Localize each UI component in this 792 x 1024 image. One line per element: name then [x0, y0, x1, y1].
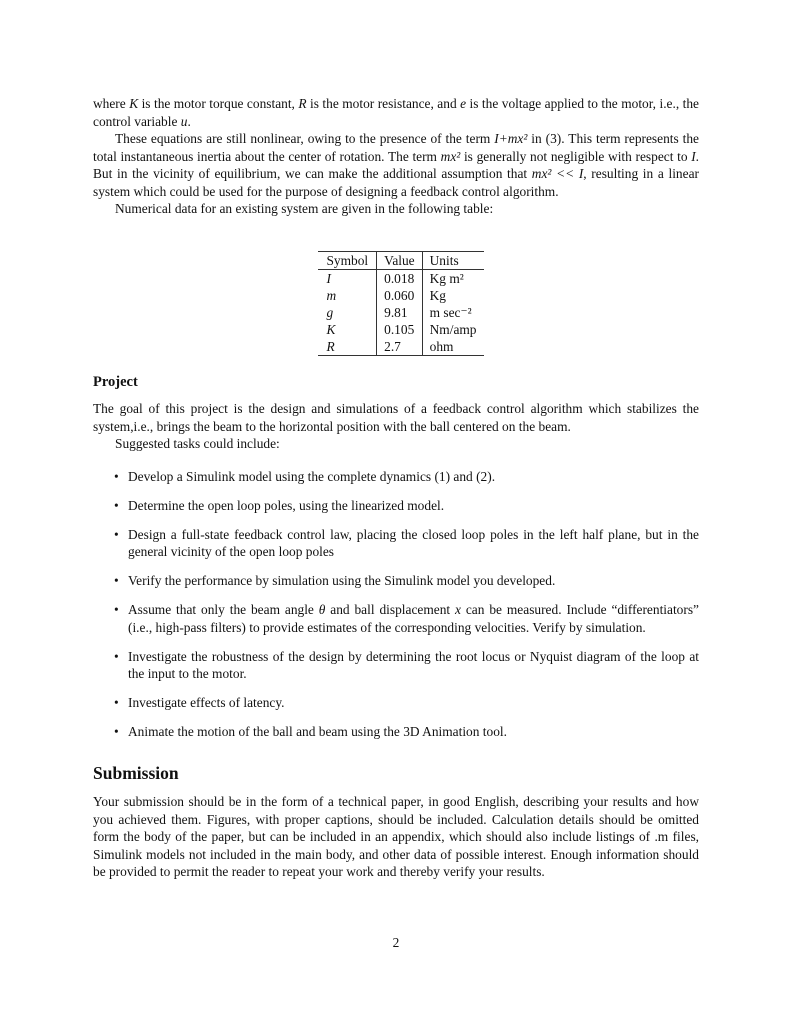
list-item: • Assume that only the beam angle θ and ball displacement x can be measured. Include “differentiators” (i.e., high-pass filters) to provide estimates of the corresponding velocities. Verify by simulation.	[114, 602, 699, 635]
math-mx2: mx²	[440, 148, 461, 164]
header-symbol: Symbol	[318, 251, 376, 269]
cell-symbol: I	[318, 269, 376, 287]
header-value: Value	[377, 251, 423, 269]
cell-units: Nm/amp	[429, 321, 477, 337]
cell-units: m sec⁻²	[429, 304, 472, 320]
table-row	[318, 321, 483, 338]
cell-symbol: g	[318, 304, 376, 321]
submission-paragraph: Your submission should be in the form of a technical paper, in good English, describing your results and how you achieved them. Figures, with proper captions, should be included. Calculation details should be omitted form the body of the paper, but can be included in an appendix, which should also include listings of .m files, Simulink models not included in the main body, and other data of possible interest. Enough information should be provided to permit the reader to repeat your work and thereby verify your results.	[93, 794, 699, 879]
cell-symbol: m	[318, 287, 376, 304]
list-item: • Verify the performance by simulation using the Simulink model you developed.	[114, 573, 556, 588]
bullet-icon: •	[114, 724, 119, 739]
bullet-icon: •	[114, 695, 119, 710]
table-row	[318, 338, 483, 356]
list-item: • Investigate the robustness of the design by determining the root locus or Nyquist diagram of the loop at the input to the motor.	[114, 648, 699, 681]
header-units: Units	[429, 252, 459, 268]
cell-value: 0.060	[377, 287, 423, 304]
page-number: 2	[392, 935, 400, 950]
numerical-data-table	[318, 251, 483, 356]
table-header-row	[318, 251, 483, 269]
math-inertia-term: I+mx²	[494, 131, 528, 146]
cell-value: 2.7	[377, 338, 423, 356]
bullet-icon: •	[114, 602, 119, 617]
submission-heading: Submission	[93, 762, 179, 783]
bullet-icon: •	[114, 497, 119, 513]
data-table-wrapper	[93, 251, 699, 356]
cell-units: Kg	[429, 287, 447, 303]
project-heading: Project	[93, 373, 138, 390]
cell-symbol: K	[318, 321, 376, 338]
math-R: R	[298, 96, 307, 111]
list-item: • Design a full-state feedback control law, placing the closed loop poles in the left half plane, but in the general vicinity of the open loop poles	[114, 526, 699, 559]
cell-value: 0.018	[377, 269, 423, 287]
bullet-icon: •	[114, 573, 119, 588]
intro-paragraph-1: where K is the motor torque constant, R is the motor resistance, and e is the voltage applied to the motor, i.e., the control variable u.	[93, 96, 700, 129]
document-page	[93, 95, 699, 881]
math-theta: θ	[318, 602, 326, 617]
math-I: I	[691, 148, 696, 164]
suggested-tasks-intro: Suggested tasks could include:	[115, 436, 280, 451]
cell-symbol: R	[318, 338, 376, 356]
math-e: e	[460, 96, 467, 111]
intro-paragraph-2: These equations are still nonlinear, owing to the presence of the term I+mx² in (3). This term represents the total instantaneous inertia about the center of rotation. The term mx² is generally not negligible with respect to I. But in the vicinity of equilibrium, we can make the additional assumption that mx² << I, resulting in a linear system which could be used for the purpose of designing a feedback control algorithm.	[93, 131, 700, 199]
table-row	[318, 269, 483, 287]
bullet-icon: •	[114, 526, 119, 542]
math-x: x	[455, 602, 461, 617]
table-row	[318, 287, 483, 304]
cell-units: ohm	[429, 338, 454, 354]
project-paragraph: The goal of this project is the design and simulations of a feedback control algorithm which stabilizes the system,i.e., brings the beam to the horizontal position with the ball centered on the beam.	[93, 401, 699, 434]
list-item: • Determine the open loop poles, using the linearized model.	[114, 497, 445, 513]
task-list	[93, 468, 699, 741]
bullet-icon: •	[114, 648, 119, 664]
bullet-icon: •	[114, 468, 119, 484]
math-K: K	[129, 96, 139, 111]
intro-paragraph-3: Numerical data for an existing system are given in the following table:	[115, 201, 494, 216]
math-assumption: mx² << I	[531, 166, 584, 181]
list-item: • Investigate effects of latency.	[114, 695, 285, 710]
cell-value: 9.81	[377, 304, 423, 321]
math-u: u	[180, 113, 188, 129]
list-item: • Develop a Simulink model using the complete dynamics (1) and (2).	[114, 468, 496, 484]
cell-units: Kg m²	[429, 270, 464, 286]
cell-value: 0.105	[377, 321, 423, 338]
table-row	[318, 304, 483, 321]
list-item: • Animate the motion of the ball and beam using the 3D Animation tool.	[114, 724, 507, 739]
